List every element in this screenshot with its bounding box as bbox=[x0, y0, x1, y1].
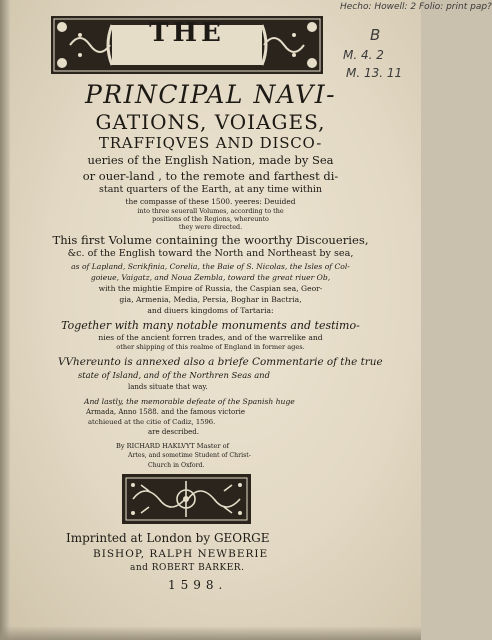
title-line-10: they were directed. bbox=[178, 223, 243, 231]
title-line-8: into three seuerall Volumes, according to the bbox=[137, 207, 284, 215]
volume-line-4: goieue, Vaigatz, and Noua Zembla, toward the great riuer Ob, bbox=[90, 273, 331, 282]
bottom-shadow bbox=[0, 626, 421, 640]
whereunto-line-3: lands situate that way. bbox=[128, 383, 208, 391]
volume-line-2: &c. of the English toward the North and Northeast by sea, bbox=[67, 248, 354, 259]
together-line-3: other shipping of this realme of England in former ages. bbox=[116, 343, 305, 351]
volume-line-6: gia, Armenia, Media, Persia, Boghar in Bactria, bbox=[119, 295, 302, 304]
title-line-5: or ouer-land , to the remote and farthest di- bbox=[82, 169, 339, 183]
volume-line-1: This first Volume containing the woorthy Discoueries, bbox=[52, 233, 369, 247]
title-line-4: ueries of the English Nation, made by Sea bbox=[87, 153, 334, 167]
printers-device-ornament bbox=[121, 473, 252, 525]
lastly-line-4: are described. bbox=[148, 428, 199, 436]
imprint-line-3: and ROBERT BARKER. bbox=[130, 563, 245, 573]
pencil-note-shelfmark-2: M. 13. 11 bbox=[346, 66, 403, 80]
title-traffiques: TRAFFIQVES AND DISCO- bbox=[98, 134, 323, 152]
title-line-7: the compasse of these 1500. yeeres: Deuided bbox=[125, 197, 296, 206]
together-line-2: nies of the ancient forren trades, and of the warrelike and bbox=[98, 333, 323, 342]
lastly-line-1: And lastly, the memorable defeate of the Spanish huge bbox=[84, 397, 295, 406]
title-principal: PRINCIPAL NAVI- bbox=[84, 80, 337, 109]
pencil-note-letter: B bbox=[370, 26, 381, 44]
imprint-year: 1598. bbox=[168, 578, 228, 592]
lastly-line-2: Armada, Anno 1588. and the famous victorie bbox=[86, 408, 245, 416]
title-the: THE bbox=[149, 18, 225, 48]
whereunto-line-1: VVhereunto is annexed also a briefe Commentarie of the true bbox=[58, 356, 383, 368]
lastly-line-3: atchieued at the citie of Cadiz, 1596. bbox=[88, 418, 216, 426]
imprint-line-1: Imprinted at London by GEORGE bbox=[66, 531, 270, 545]
pencil-note-shelfmark-1: M. 4. 2 bbox=[343, 48, 384, 62]
together-line-1: Together with many notable monuments and testimo- bbox=[61, 319, 360, 332]
title-line-9: positions of the Regions, whereunto bbox=[152, 215, 269, 223]
title-gations: GATIONS, VOIAGES, bbox=[95, 110, 326, 134]
volume-line-3: as of Lapland, Scrikfinia, Corelia, the Baie of S. Nicolas, the Isles of Col- bbox=[71, 262, 350, 271]
pencil-note-top: Hecho: Howell: 2 Folio: print pap? bbox=[340, 2, 492, 12]
whereunto-line-2: state of Island, and of the Northren Seas and bbox=[78, 370, 270, 380]
title-line-6: stant quarters of the Earth, at any time within bbox=[99, 184, 322, 195]
author-line-1: By RICHARD HAKLVYT Master of bbox=[116, 442, 230, 450]
author-line-2: Artes, and sometime Student of Christ- bbox=[128, 452, 251, 459]
author-line-3: Church in Oxford. bbox=[148, 462, 205, 469]
imprint-line-2: BISHOP, RALPH NEWBERIE bbox=[93, 548, 269, 560]
volume-line-5: with the mightie Empire of Russia, the Caspian sea, Geor- bbox=[98, 284, 323, 293]
volume-line-7: and diuers kingdoms of Tartaria: bbox=[147, 306, 274, 315]
